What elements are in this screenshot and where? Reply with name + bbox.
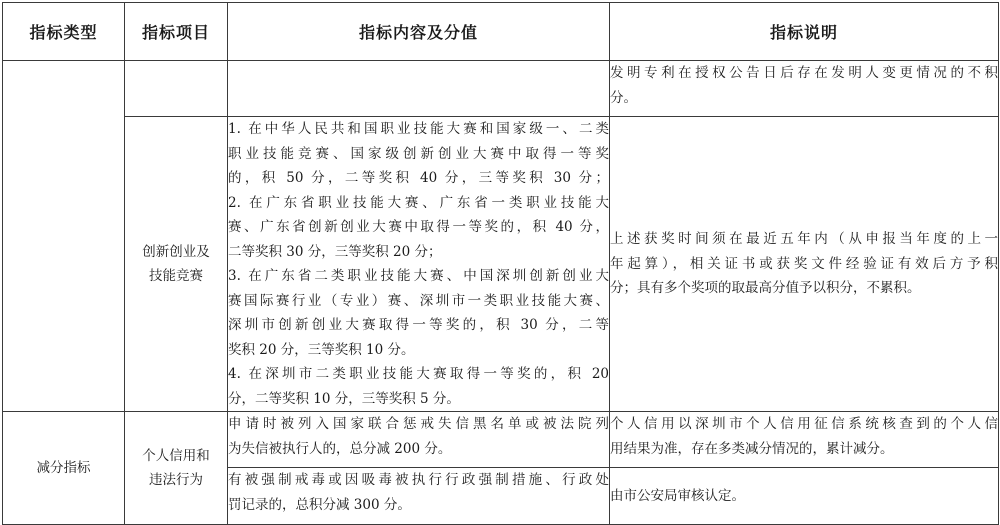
note-line: 上述获奖时间须在最近五年内（从申报当年度的上一 (610, 231, 998, 248)
note-cell-drug (610, 468, 999, 525)
table-row-patent (3, 61, 999, 117)
header-row (3, 3, 999, 61)
note-line: 发明专利在授权公告日后存在发明人变更情况的不积 (610, 65, 998, 81)
content-line: 3. 在广东省二类职业技能大赛、中国深圳创新创业大 (228, 268, 609, 284)
content-line: 申请时被列入国家联合惩戒失信黑名单或被法院列 (228, 416, 609, 432)
content-line: 深圳市创新创业大赛取得一等奖的，积 30 分，二等 (228, 317, 609, 333)
content-line: 4. 在深圳市二类职业技能大赛取得一等奖的，积 20 (228, 366, 609, 382)
header-content: 指标内容及分值 (228, 3, 610, 61)
item-label-line: 个人信用和 (142, 448, 210, 464)
item-cell-empty (125, 61, 228, 117)
content-cell-competition (228, 117, 610, 412)
note-cell-credit (610, 412, 999, 468)
table-row-credit (3, 412, 999, 468)
note-line: 用结果为准，存在多类减分情况的，累计减分。 (610, 440, 894, 457)
table-row-competition (3, 117, 999, 412)
content-line: 职业技能竞赛、国家级创新创业大赛中取得一等奖 (228, 145, 609, 162)
note-line: 分；具有多个奖项的取最高分值予以积分，不累积。 (610, 280, 921, 297)
note-line: 由市公安局审核认定。 (610, 487, 745, 504)
content-line: 二等奖积 30 分，三等奖积 20 分； (228, 243, 442, 260)
content-cell-credit (228, 412, 610, 468)
item-cell-competition (125, 117, 228, 412)
note-line: 个人信用以深圳市个人信用征信系统核查到的个人信 (610, 416, 998, 432)
content-line: 1. 在中华人民共和国职业技能大赛和国家级一、二类 (228, 121, 609, 137)
item-label-line: 技能竞赛 (149, 268, 203, 284)
note-line: 分。 (610, 89, 637, 106)
content-line: 为失信被执行人的，总分减 200 分。 (228, 440, 452, 457)
item-label-line: 创新创业及 (142, 244, 210, 260)
content-cell-empty (228, 61, 610, 117)
content-line: 奖积 20 分，三等奖积 10 分。 (228, 341, 415, 358)
header-note: 指标说明 (610, 3, 999, 61)
header-item: 指标项目 (125, 3, 228, 61)
note-line: 年起算），相关证书或获奖文件经验证有效后方予积 (610, 255, 998, 272)
item-cell-credit (125, 412, 228, 525)
content-line: 分，二等奖积 10 分，三等奖积 5 分。 (228, 390, 460, 407)
content-line: 的，积 50 分，二等奖积 40 分，三等奖积 30 分； (228, 170, 609, 186)
content-cell-drug (228, 468, 610, 525)
type-cell-deduction: 减分指标 (3, 412, 125, 525)
content-line: 2. 在广东省职业技能大赛、广东省一类职业技能大 (228, 194, 609, 211)
note-cell-patent (610, 61, 999, 117)
note-cell-competition (610, 117, 999, 412)
indicator-table (2, 2, 999, 525)
content-line: 赛国际赛行业（专业）赛、深圳市一类职业技能大赛、 (228, 292, 609, 309)
item-label-line: 违法行为 (149, 472, 203, 488)
content-line: 有被强制戒毒或因吸毒被执行行政强制措施、行政处 (228, 472, 609, 488)
type-cell-empty (3, 61, 125, 412)
header-type: 指标类型 (3, 3, 125, 61)
content-line: 罚记录的，总积分减 300 分。 (228, 496, 411, 513)
content-line: 赛、广东省创新创业大赛中取得一等奖的，积 40 分， (228, 219, 609, 235)
